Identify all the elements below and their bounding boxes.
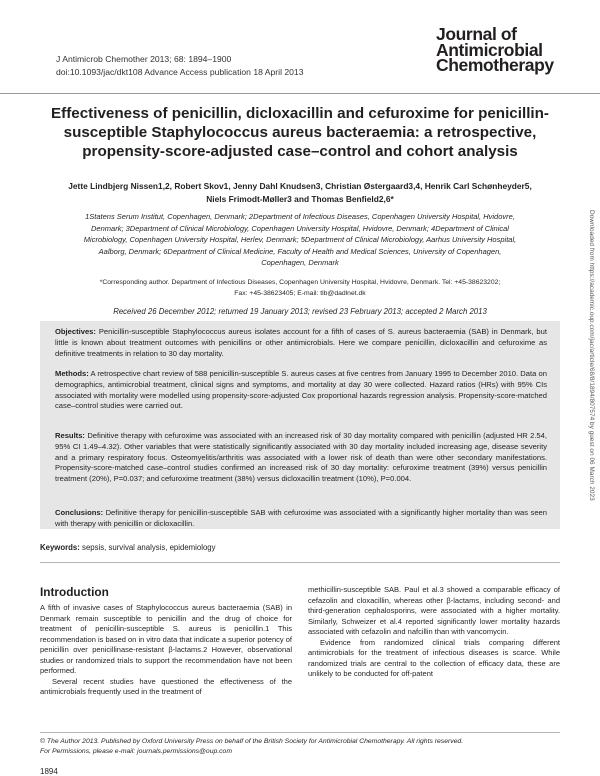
- title-line: susceptible Staphylococcus aureus bacteraemia: a retrospective,: [63, 124, 537, 141]
- conclusions-label: Conclusions:: [55, 508, 104, 517]
- results-text: Definitive therapy with cefuroxime was associated with an increased risk of 30 day mortality compared with penicillin (adjusted HR 2.54, 95% CI 1.49–4.32). Other variables that were statistically significantly associated with 30 day mortality included increasing age, disease severity and a primary respiratory focus. Osteomyelitis/arthritis was associated with a lower risk of death than were other secondary manifestations. Propensity-score-matched case–control studies confirmed an increased risk of 30 day mortality: cefuroxime treatment (39%) versus penicillin treatment (20%), P=0.037; and cefuroxime treatment (38%) versus dicloxacillin treatment (10%), P=0.004.: [55, 431, 547, 484]
- keywords-label: Keywords:: [40, 543, 80, 552]
- affiliation-line: Copenhagen, Denmark: [261, 258, 339, 268]
- journal-logo-line: Journal of: [436, 24, 517, 44]
- affiliation-line: 1Statens Serum Institut, Copenhagen, Denmark; 2Department of Infectious Diseases, Copenhagen University Hospital, Hvidovre,: [85, 212, 515, 221]
- affiliations: [40, 211, 560, 269]
- citation-line: J Antimicrob Chemother 2013; 68: 1894–1900: [56, 54, 232, 64]
- methods-label: Methods:: [55, 369, 89, 378]
- affiliation-line: Aalborg, Denmark; 6Department of Clinical Medicine, Faculty of Health and Medical Sciences, University of Copenhagen,: [98, 246, 502, 256]
- journal-logo-line: Antimicrobial: [436, 39, 543, 60]
- affiliation-line: Microbiology, Copenhagen University Hospital, Herlev, Denmark; 5Department of Clinical Microbiology, Aarhus University Hospital,: [83, 235, 517, 245]
- body-column-left: [40, 603, 292, 698]
- page-number: 1894: [40, 767, 58, 776]
- objectives-label: Objectives:: [55, 327, 96, 336]
- title-line: propensity-score-adjusted case–control and cohort analysis: [82, 143, 518, 160]
- objectives-text: Penicillin-susceptible Staphylococcus aureus isolates account for a fifth of cases of S. aureus bacteraemia (SAB) in Denmark, but little is known about treatment outcomes with penicillins or other antimicrobials. Here we compare penicillin, dicloxacillin and cefuroxime as definitive treatments in relation to 30 day mortality.: [55, 327, 547, 358]
- authors-line: Niels Frimodt-Møller3 and Thomas Benfield2,6*: [206, 194, 394, 205]
- intro-paragraph: Several recent studies have questioned the effectiveness of the antimicrobials frequently used in the treatment of: [40, 676, 292, 696]
- keywords: [40, 543, 216, 552]
- journal-logo-line: Chemotherapy: [436, 55, 554, 75]
- citation-block: [56, 53, 304, 79]
- title-line: Effectiveness of penicillin, dicloxacillin and cefuroxime for penicillin-: [51, 105, 549, 122]
- received-dates: Received 26 December 2012; returned 19 January 2013; revised 23 February 2013; accepted 2 March 2013: [113, 307, 487, 316]
- author-list: [30, 180, 570, 207]
- abstract-methods: [55, 369, 547, 412]
- keywords-text: sepsis, survival analysis, epidemiology: [82, 543, 216, 552]
- corresponding-line: Fax: +45-38623405; E-mail: tlb@dadlnet.dk: [234, 289, 366, 297]
- copyright-line: © The Author 2013. Published by Oxford University Press on behalf of the British Society for Antimicrobial Chemotherapy. All rights reserved.: [40, 738, 464, 745]
- body-column-right: [308, 585, 560, 680]
- doi-line: doi:10.1093/jac/dkt108 Advance Access publication 18 April 2013: [56, 67, 304, 77]
- intro-paragraph: methicillin-susceptible SAB. Paul et al.3 showed a comparable efficacy of cefazolin and cloxacillin, whereas other β-lactams, including second- and third-generation cephalosporins, were associated with a higher mortality. Similarly, Schweizer et al.4 reported significantly lower mortality hazards associated with cefazolin and nafcillin than with vancomycin.: [308, 585, 560, 636]
- download-watermark: Downloaded from https://academic.oup.com/jac/article/68/8/1894/807574 by guest on 06 March 2023: [588, 210, 595, 501]
- permissions-line: For Permissions, please e-mail: journals.permissions@oup.com: [40, 748, 232, 755]
- conclusions-text: Definitive therapy for penicillin-susceptible SAB with cefuroxime was associated with a significantly higher mortality than was seen with therapy with penicillin or dicloxacillin.: [55, 508, 547, 528]
- journal-logo: [436, 24, 596, 75]
- corresponding-author: [40, 278, 560, 299]
- abstract-conclusions: [55, 508, 547, 530]
- results-label: Results:: [55, 431, 85, 440]
- copyright-notice: [40, 737, 560, 757]
- abstract-results: [55, 431, 547, 485]
- article-title: [40, 104, 560, 161]
- corresponding-line: *Corresponding author. Department of Infectious Diseases, Copenhagen University Hospital, Hvidovre, Denmark. Tel: +45-38623202;: [99, 279, 501, 286]
- intro-paragraph: Evidence from randomized clinical trials comparing different antimicrobials for the treatment of infectious diseases is scarce. While randomized trials are central to the collection of efficacy data, these are unlikely to be conducted for off-patent: [308, 637, 560, 678]
- introduction-heading: Introduction: [40, 585, 109, 599]
- header-divider: [0, 93, 600, 94]
- intro-paragraph: A fifth of invasive cases of Staphylococcus aureus bacteraemia (SAB) in Denmark remain susceptible to penicillin and the drug of choice for treatment of penicillin-susceptible S. aureus is penicillin.1 This recommendation is based on in vitro data that indicate a superior potency of penicillin over penicillinase-resistant β-lactams.2 However, observational studies or randomized trials to support the recommendation have not been performed.: [40, 603, 292, 675]
- methods-text: A retrospective chart review of 588 penicillin-susceptible S. aureus cases at five centres from January 1995 to December 2010. Data on demographics, antimicrobial treatment, clinical signs and symptoms, and mortality at day 30 were collected. Hazard ratios (HRs) with 95% CIs associated with mortality were modelled using propensity-score-adjusted Cox proportional hazards regression analysis. Propensity-score-matched case–control studies were carried out.: [55, 369, 547, 411]
- abstract-objectives: [55, 327, 547, 359]
- footer-divider: [40, 732, 560, 733]
- authors-line: Jette Lindbjerg Nissen1,2, Robert Skov1, Jenny Dahl Knudsen3, Christian Østergaard3,4, Henrik Carl Schønheyder5,: [68, 181, 532, 191]
- keywords-divider: [40, 562, 560, 563]
- affiliation-line: Denmark; 3Department of Clinical Microbiology, Copenhagen University Hospital, Hvidovre, Denmark; 4Department of Clinical: [91, 223, 509, 233]
